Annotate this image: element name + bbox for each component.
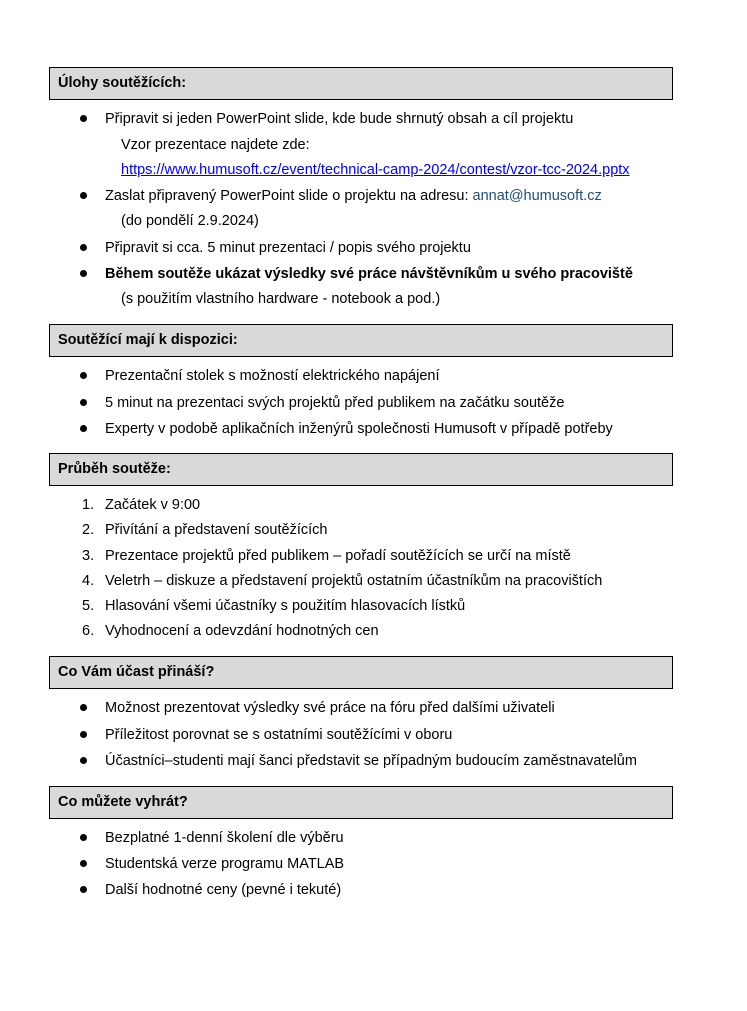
bullet-icon: [80, 399, 87, 406]
email-link[interactable]: annat@humusoft.cz: [472, 188, 602, 204]
prize-item: Studentská verze programu MATLAB: [105, 856, 345, 872]
benefit-item: Možnost prezentovat výsledky své práce na fóru před dalšími uživateli: [105, 700, 555, 716]
benefit-item: Účastníci–studenti mají šanci představit se případným budoucím zaměstnavatelům: [105, 753, 637, 769]
bullet-icon: [80, 704, 87, 711]
section-header-prizes: Co můžete vyhrát?: [49, 786, 673, 819]
bullet-icon: [80, 757, 87, 764]
progress-item: Prezentace projektů před publikem – pořadí soutěžících se určí na místě: [105, 548, 571, 564]
available-item: Prezentační stolek s možností elektrického napájení: [105, 368, 440, 384]
task-item-prepare-slide: Připravit si jeden PowerPoint slide, kde bude shrnutý obsah a cíl projektu: [105, 111, 574, 127]
task-item-send-slide: [105, 187, 602, 205]
list-number: 3.: [82, 548, 95, 564]
bullet-icon: [80, 425, 87, 432]
progress-item: Vyhodnocení a odevzdání hodnotných cen: [105, 623, 379, 639]
section-header-benefits: Co Vám účast přináší?: [49, 656, 673, 689]
progress-item: Začátek v 9:00: [105, 497, 201, 513]
list-number: 1.: [82, 497, 95, 513]
available-item: Experty v podobě aplikačních inženýrů společnosti Humusoft v případě potřeby: [105, 421, 613, 437]
task-send-text: Zaslat připravený PowerPoint slide o projektu na adresu:: [105, 188, 473, 204]
bullet-icon: [80, 834, 87, 841]
bullet-icon: [80, 192, 87, 199]
template-link[interactable]: https://www.humusoft.cz/event/technical-camp-2024/contest/vzor-tcc-2024.pptx: [121, 162, 630, 178]
section-header-tasks: Úlohy soutěžících:: [49, 67, 673, 100]
task-deadline: (do pondělí 2.9.2024): [121, 213, 259, 229]
benefit-item: Příležitost porovnat se s ostatními soutěžícími v oboru: [105, 727, 453, 743]
bullet-icon: [80, 731, 87, 738]
list-number: 6.: [82, 623, 95, 639]
list-number: 5.: [82, 598, 95, 614]
task-hardware-note: (s použitím vlastního hardware - notebook a pod.): [121, 291, 441, 307]
prize-item: Další hodnotné ceny (pevné i tekuté): [105, 882, 342, 898]
available-item: 5 minut na prezentaci svých projektů před publikem na začátku soutěže: [105, 395, 565, 411]
progress-item: Veletrh – diskuze a představení projektů ostatním účastníkům na pracovištích: [105, 573, 603, 589]
list-number: 4.: [82, 573, 95, 589]
bullet-icon: [80, 115, 87, 122]
progress-item: Hlasování všemi účastníky s použitím hlasovacích lístků: [105, 598, 466, 614]
progress-item: Přivítání a představení soutěžících: [105, 522, 328, 538]
prize-item: Bezplatné 1-denní školení dle výběru: [105, 830, 344, 846]
bullet-icon: [80, 244, 87, 251]
bullet-icon: [80, 372, 87, 379]
task-item-presentation: Připravit si cca. 5 minut prezentaci / popis svého projektu: [105, 240, 471, 256]
section-header-progress: Průběh soutěže:: [49, 453, 673, 486]
bullet-icon: [80, 270, 87, 277]
section-header-available: Soutěžící mají k dispozici:: [49, 324, 673, 357]
task-template-label: Vzor prezentace najdete zde:: [121, 137, 310, 153]
bullet-icon: [80, 860, 87, 867]
bullet-icon: [80, 886, 87, 893]
task-item-show-results: Během soutěže ukázat výsledky své práce návštěvníkům u svého pracoviště: [105, 266, 633, 282]
list-number: 2.: [82, 522, 95, 538]
